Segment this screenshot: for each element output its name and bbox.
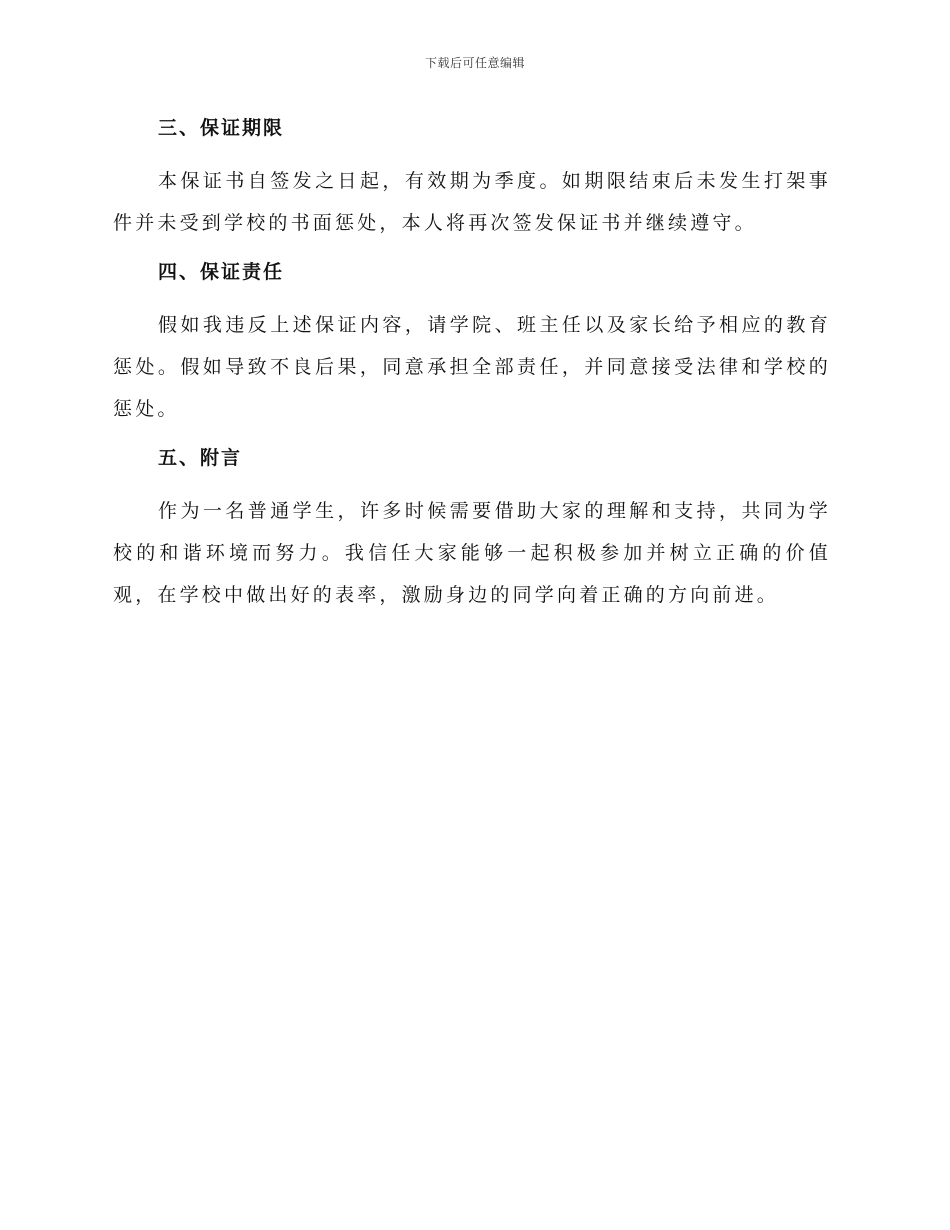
section-heading: 五、附言 xyxy=(158,447,243,469)
section-guarantee-period xyxy=(113,110,831,244)
section-guarantee-responsibility xyxy=(113,254,831,430)
header-note: 下载后可任意编辑 xyxy=(424,56,525,70)
section-heading: 三、保证期限 xyxy=(158,117,285,139)
document-body xyxy=(113,110,831,626)
section-heading: 四、保证责任 xyxy=(158,261,285,283)
section-paragraph: 作为一名普通学生，许多时候需要借助大家的理解和支持，共同为学校的和谐环境而努力。我信任大家能够一起积极参加并树立正确的价值观，在学校中做出好的表率，激励身边的同学向着正确的方向前进。 xyxy=(113,500,831,606)
section-postscript xyxy=(113,440,831,616)
section-paragraph: 假如我违反上述保证内容，请学院、班主任以及家长给予相应的教育惩处。假如导致不良后果，同意承担全部责任，并同意接受法律和学校的惩处。 xyxy=(113,314,831,420)
section-paragraph: 本保证书自签发之日起，有效期为季度。如期限结束后未发生打架事件并未受到学校的书面惩处，本人将再次签发保证书并继续遵守。 xyxy=(113,170,831,234)
